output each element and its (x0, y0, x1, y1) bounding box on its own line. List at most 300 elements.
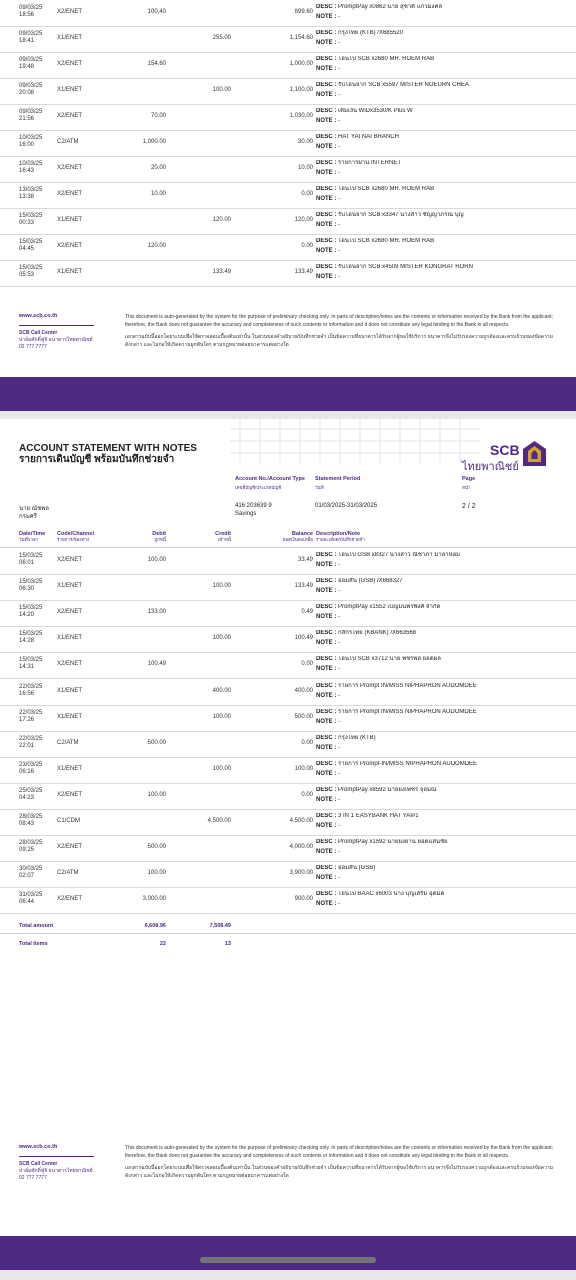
row-time: 00:33 (19, 220, 35, 226)
note-label: NOTE : (316, 144, 337, 150)
desc-label: DESC : (316, 212, 337, 218)
customer-name: นาย ณัชพล (19, 506, 49, 512)
row-code: X2/ENET (57, 9, 83, 15)
row-description (316, 186, 566, 193)
row-code: X2/ENET (57, 113, 83, 119)
table-row (0, 156, 576, 183)
desc-label: DESC : (316, 604, 337, 611)
row-datetime (19, 710, 53, 724)
row-time: 16:43 (19, 168, 35, 174)
table-row (0, 78, 576, 105)
note-value: - (338, 666, 341, 673)
col-description: Description/Note รายละเอียด/บันทึกช่วยจำ (316, 531, 365, 542)
row-description (316, 108, 566, 115)
col-date: Date/Time วันที่/เวลา (19, 531, 46, 542)
desc-label: DESC : (316, 786, 337, 793)
row-description (316, 264, 566, 271)
row-code: C2/ATM (57, 139, 79, 145)
row-debit: 10.00 (150, 191, 166, 197)
row-date: 15/03/25 (19, 579, 43, 586)
row-code: X1/ENET (57, 635, 83, 642)
note-value: - (338, 248, 341, 254)
row-balance: 0.00 (301, 191, 313, 197)
row-credit: 100.00 (212, 87, 231, 93)
note-value: - (338, 14, 341, 20)
period-label-en: Statement Period (315, 476, 361, 482)
note-label: NOTE : (316, 170, 337, 176)
desc-value: PromptPay x1552 เบ็ญมนพรพิงศ์ จำกัด (338, 604, 441, 611)
note-label: NOTE : (316, 118, 337, 124)
row-time: 14:28 (19, 638, 35, 645)
note-label: NOTE : (316, 849, 337, 856)
disclaimer-thai: เอกสารฉบับนี้ออกโดยระบบเพื่อใช้ตรวจสอบเบื้องต้นเท่านั้น ในส่วนของคำอธิบาย/บันทึกช่วยจำ เป็นข้อความที่ธนาคารได้รับจากผู้ขอใช้บริการ ธนาคารจึงไม่รับรองความถูกต้องและครบถ้วนของข้อความดังกล่าว และไม่ก่อให้เกิดความผูกพันใดๆ ตามกฎหมายต่อธนาคารแต่อย่างใด (125, 1165, 553, 1179)
row-description (316, 735, 566, 742)
credit-items-count: 13 (224, 941, 231, 947)
row-code: X1/ENET (57, 765, 83, 772)
desc-value: รายการ Prompt IN/MISS NIPHAPRON AUDOMDEE (338, 682, 477, 689)
note-value: - (338, 640, 341, 647)
note-label: NOTE : (316, 796, 337, 803)
row-date: 09/03/25 (19, 5, 43, 11)
page-1-purple-band (0, 377, 576, 411)
row-date: 15/03/25 (19, 631, 43, 638)
table-row (0, 208, 576, 235)
row-time: 06:01 (19, 560, 35, 566)
row-description (316, 552, 566, 559)
row-datetime (19, 265, 53, 279)
desc-label: DESC : (316, 552, 337, 558)
note-label: NOTE : (316, 92, 337, 98)
desc-label: DESC : (316, 891, 337, 898)
row-date: 09/03/25 (19, 57, 43, 63)
footer-website[interactable]: www.scb.co.th (19, 1144, 94, 1157)
row-time: 06:44 (19, 899, 35, 906)
note-label: NOTE : (316, 692, 337, 699)
desc-label: DESC : (316, 82, 337, 88)
row-debit: 500.00 (147, 739, 166, 746)
table-row (0, 731, 576, 758)
row-time: 21:56 (19, 116, 35, 122)
row-debit: 100.49 (147, 661, 166, 668)
row-time: 18:41 (19, 38, 35, 44)
note-label: NOTE : (316, 614, 337, 621)
row-time: 06:16 (19, 768, 35, 775)
row-date: 25/03/25 (19, 787, 43, 794)
table-row (0, 548, 576, 575)
account-label (235, 476, 305, 491)
row-code: X2/ENET (57, 557, 83, 563)
table-row (0, 26, 576, 53)
row-balance: 33.49 (297, 557, 313, 563)
footer-call-center: SCB Call Center (19, 1161, 58, 1167)
statement-page-1 (0, 0, 576, 380)
row-note (316, 248, 340, 255)
row-code: X1/ENET (57, 217, 83, 223)
col-code: Code/Channel รายการ/ช่องทาง (57, 531, 94, 542)
desc-value: รับโอนจาก SCB x3347 นางสาว ชัญญาภรณ์ บุญ (338, 212, 464, 218)
row-note (316, 614, 340, 621)
row-date: 31/03/25 (19, 892, 43, 899)
row-date: 09/03/25 (19, 83, 43, 89)
row-datetime (19, 553, 53, 567)
row-datetime (19, 736, 53, 750)
note-value: - (338, 588, 341, 595)
footer-disclaimer (125, 1144, 553, 1180)
row-time: 16:00 (19, 142, 35, 148)
table-row (0, 104, 576, 131)
row-description (316, 891, 566, 898)
row-code: X2/ENET (57, 191, 83, 197)
note-label: NOTE : (316, 14, 337, 20)
note-value: - (338, 744, 341, 751)
row-note (316, 823, 340, 830)
period-label-th: วันที่ (315, 485, 324, 490)
row-note (316, 92, 340, 99)
row-debit: 133.00 (147, 609, 166, 616)
table-row (0, 783, 576, 810)
statement-page-2 (0, 419, 576, 1236)
note-value: - (338, 562, 341, 568)
row-note (316, 719, 340, 726)
row-datetime (19, 109, 53, 123)
row-date: 23/03/25 (19, 761, 43, 768)
row-note (316, 693, 340, 700)
note-value: - (338, 849, 341, 856)
note-value: - (338, 222, 341, 228)
row-note (316, 875, 340, 882)
row-description (316, 4, 566, 11)
desc-value: โอนไป GSB x8327 นางสาว ณิชาภา มาลาหอม (338, 552, 461, 558)
row-debit: 154.60 (147, 61, 166, 67)
disclaimer-english: This document is auto-generated by the system for the purpose of preliminary checking only. In parts of description/notes are the contents or information received by the Bank from the applicant; therefore, the Bank does not guarantee the accuracy and completeness of such contents or information and it does not constitute any legal binding to the Bank in all respects. (125, 1145, 553, 1159)
row-description (316, 160, 566, 167)
row-code: X1/ENET (57, 87, 83, 93)
note-value: - (338, 196, 341, 202)
row-note (316, 901, 340, 908)
table-row (0, 600, 576, 627)
note-value: - (338, 144, 341, 150)
row-datetime (19, 239, 53, 253)
row-note (316, 640, 340, 647)
desc-value: โอนไป SCB x2680 MR. ROEM RAB (338, 186, 435, 192)
row-note (316, 14, 340, 21)
row-balance: 100.49 (294, 635, 313, 642)
desc-value: PromptPay x8592 นายยงเพชร จุลมณี (338, 786, 437, 793)
row-balance: 10.00 (297, 165, 313, 171)
row-code: X2/ENET (57, 791, 83, 798)
row-time: 18:56 (19, 12, 35, 18)
note-value: - (338, 901, 341, 908)
row-note (316, 222, 340, 229)
note-value: - (338, 796, 341, 803)
desc-label: DESC : (316, 108, 337, 114)
row-code: X1/ENET (57, 583, 83, 590)
desc-value: รับโอนจาก SCB x4509 MISTER KONGRAT RORN (338, 264, 473, 270)
row-datetime (19, 5, 53, 19)
desc-label: DESC : (316, 4, 337, 10)
row-time: 16:56 (19, 690, 35, 697)
row-date: 28/03/25 (19, 840, 43, 847)
row-balance: 133.49 (294, 583, 313, 590)
desc-label: DESC : (316, 630, 337, 637)
row-time: 04:23 (19, 794, 35, 801)
row-balance: 0.49 (301, 609, 313, 616)
row-datetime (19, 631, 53, 645)
row-credit: 120.00 (212, 217, 231, 223)
row-credit: 100.00 (212, 635, 231, 642)
desc-label: DESC : (316, 186, 337, 192)
row-debit: 20.00 (150, 165, 166, 171)
scb-emblem-icon (521, 440, 548, 469)
desc-value: PromptPay x0862 นาย สุชาติ แก้วมงคล (338, 4, 443, 10)
footer-call-center: SCB Call Center (19, 330, 58, 336)
row-note (316, 666, 340, 673)
row-code: X1/ENET (57, 687, 83, 694)
debit-items-count: 22 (159, 941, 166, 947)
row-date: 10/03/25 (19, 161, 43, 167)
table-row (0, 626, 576, 653)
row-note (316, 745, 340, 752)
footer-contact (19, 313, 114, 351)
home-indicator[interactable] (200, 1257, 376, 1263)
row-balance: 133.49 (294, 269, 313, 275)
row-debit: 3,000.00 (142, 896, 166, 903)
note-value: - (338, 66, 341, 72)
row-datetime (19, 605, 53, 619)
row-debit: 100.00 (147, 557, 166, 563)
desc-value: กรุงไทย (KTB) (338, 734, 376, 741)
disclaimer-english: This document is auto-generated by the system for the purpose of preliminary checking only. In parts of description/notes are the contents or information received by the Bank from the applicant; therefore, the Bank does not guarantee the accuracy and completeness of such contents or information and it does not constitute any legal binding to the Bank in all respects. (125, 314, 553, 328)
desc-value: โอนไป BAAC x6003 นาง บุญเสริม อุดมดี (338, 891, 445, 898)
account-label-th: เลขที่บัญชี/ประเภทบัญชี (235, 485, 282, 490)
row-code: X1/ENET (57, 35, 83, 41)
desc-label: DESC : (316, 264, 337, 270)
note-value: - (338, 118, 341, 124)
row-note (316, 66, 340, 73)
page-label-en: Page (462, 476, 476, 482)
note-label: NOTE : (316, 823, 337, 829)
desc-label: DESC : (316, 578, 337, 585)
row-datetime (19, 57, 53, 71)
row-date: 22/03/25 (19, 683, 43, 690)
row-datetime (19, 762, 53, 776)
row-date: 13/03/25 (19, 187, 43, 193)
row-balance: 100.00 (294, 765, 313, 772)
desc-value: โอนไป SCB x3712 นาย พชรพล ยอดผล (338, 656, 441, 663)
scb-logo (462, 440, 558, 472)
note-label: NOTE : (316, 248, 337, 254)
desc-label: DESC : (316, 238, 337, 244)
total-debit: 6,608.96 (144, 923, 166, 929)
page-2-footer (0, 1144, 576, 1216)
desc-label: DESC : (316, 734, 337, 741)
desc-value: กรุงไทย (KTB) /X685520 (338, 30, 403, 36)
row-note (316, 170, 340, 177)
row-description (316, 709, 566, 716)
table-row (0, 835, 576, 862)
statement-title-th: รายการเดินบัญชี พร้อมบันทึกช่วยจำ (19, 454, 175, 465)
desc-value: โอนไป SCB x2680 MR. ROEM RAB (338, 56, 435, 62)
row-datetime (19, 161, 53, 175)
scb-logo-thai: ไทยพาณิชย์ (462, 461, 519, 473)
note-value: - (338, 875, 341, 882)
col-credit: Credit เข้าหนี้ (215, 531, 231, 542)
note-label: NOTE : (316, 196, 337, 202)
row-date: 15/03/25 (19, 553, 43, 559)
note-value: - (338, 692, 341, 699)
row-code: C2/ATM (57, 739, 79, 746)
disclaimer-thai: เอกสารฉบับนี้ออกโดยระบบเพื่อใช้ตรวจสอบเบื้องต้นเท่านั้น ในส่วนของคำอธิบาย/บันทึกช่วยจำ เป็นข้อความที่ธนาคารได้รับจากผู้ขอใช้บริการ ธนาคารจึงไม่รับรองความถูกต้องและครบถ้วนของข้อความดังกล่าว และไม่ก่อให้เกิดความผูกพันใดๆ ตามกฎหมายต่อธนาคารแต่อย่างใด (125, 334, 553, 348)
table-row (0, 652, 576, 679)
row-datetime (19, 657, 53, 671)
row-date: 15/03/25 (19, 265, 43, 271)
row-description (316, 813, 566, 820)
row-balance: 1,100.00 (289, 87, 313, 93)
row-datetime (19, 187, 53, 201)
row-time: 09:25 (19, 847, 35, 854)
row-credit: 133.49 (212, 269, 231, 275)
row-code: X2/ENET (57, 165, 83, 171)
page-label (462, 476, 475, 491)
note-value: - (338, 40, 341, 46)
note-value: - (338, 170, 341, 176)
desc-value: เติมเงิน WiDx3530/K Plus W (338, 108, 413, 114)
account-type: Savings (235, 511, 257, 517)
desc-value: ออมสิน (GSB) (338, 865, 376, 872)
row-datetime (19, 83, 53, 97)
row-description (316, 56, 566, 63)
page-2-purple-band (0, 1236, 576, 1270)
row-code: X2/ENET (57, 896, 83, 903)
row-description (316, 212, 566, 219)
desc-label: DESC : (316, 760, 337, 767)
row-time: 14:20 (19, 612, 35, 619)
row-credit: 400.00 (212, 687, 231, 694)
note-label: NOTE : (316, 640, 337, 647)
row-balance: 400.00 (294, 687, 313, 694)
note-value: - (338, 823, 341, 829)
row-balance: 0.00 (301, 739, 313, 746)
row-description (316, 238, 566, 245)
footer-website[interactable]: www.scb.co.th (19, 313, 94, 326)
note-value: - (338, 274, 341, 280)
desc-value: รายการ Prompt-IN/MISS NIPHAPRON AUDOMDEE (338, 760, 478, 767)
footer-phone: 02 777 7777 (19, 1175, 47, 1181)
row-time: 14:31 (19, 664, 35, 671)
row-credit: 100.00 (212, 713, 231, 720)
row-date: 22/03/25 (19, 709, 43, 716)
table-row (0, 705, 576, 732)
col-debit: Debit ถูกหนี้ (152, 531, 166, 542)
desc-label: DESC : (316, 682, 337, 689)
account-label-en: Account No./Account Type (235, 476, 305, 482)
desc-value: รายการผ่าน INTERNET (338, 160, 402, 166)
footer-contact (19, 1144, 114, 1182)
row-time: 02:07 (19, 873, 35, 880)
row-note (316, 144, 340, 151)
customer-name-line2: กรมศรี (19, 514, 37, 520)
page-number: 2 / 2 (462, 503, 476, 510)
row-time: 06:30 (19, 586, 35, 593)
row-balance: 1,154.60 (289, 35, 313, 41)
table-row (0, 52, 576, 79)
row-date: 28/03/25 (19, 814, 43, 820)
row-description (316, 82, 566, 89)
row-date: 22/03/25 (19, 735, 43, 742)
table-row (0, 234, 576, 261)
desc-value: รายการ Prompt IN/MISS NIPHAPRON AUDOMDEE (338, 708, 477, 715)
row-datetime (19, 213, 53, 227)
statement-title-en: ACCOUNT STATEMENT WITH NOTES (19, 443, 197, 454)
row-description (316, 134, 566, 141)
row-debit: 120.00 (147, 243, 166, 249)
table-row (0, 574, 576, 601)
note-value: - (338, 614, 341, 621)
table-row (0, 0, 576, 27)
row-date: 15/03/25 (19, 213, 43, 219)
row-credit: 4,500.00 (207, 818, 231, 824)
row-time: 22:01 (19, 742, 35, 749)
note-label: NOTE : (316, 66, 337, 72)
row-time: 20:08 (19, 90, 35, 96)
row-time: 04:45 (19, 246, 35, 252)
row-note (316, 562, 340, 569)
row-balance: 120.00 (294, 217, 313, 223)
row-datetime (19, 31, 53, 45)
row-debit: 100.00 (147, 870, 166, 877)
row-datetime (19, 579, 53, 593)
row-description (316, 30, 566, 37)
note-value: - (338, 718, 341, 725)
row-datetime (19, 840, 53, 854)
desc-label: DESC : (316, 56, 337, 62)
note-label: NOTE : (316, 875, 337, 882)
note-label: NOTE : (316, 222, 337, 228)
row-debit: 1,000.00 (142, 139, 166, 145)
table-row (0, 182, 576, 209)
row-note (316, 274, 340, 281)
row-balance: 899.60 (294, 9, 313, 15)
account-number: 416 203639 9 (235, 503, 272, 509)
desc-value: กสิกรไทย (KBANK) /X663568 (338, 630, 417, 637)
row-code: X2/ENET (57, 243, 83, 249)
desc-label: DESC : (316, 656, 337, 663)
row-debit: 500.00 (147, 844, 166, 851)
total-items-row (0, 941, 576, 951)
table-row (0, 679, 576, 706)
note-label: NOTE : (316, 770, 337, 777)
row-debit: 70.00 (150, 113, 166, 119)
page-1-footer (0, 313, 576, 380)
row-description (316, 839, 566, 846)
row-date: 15/03/25 (19, 239, 43, 245)
row-time: 13:38 (19, 194, 35, 200)
note-label: NOTE : (316, 588, 337, 595)
note-label: NOTE : (316, 274, 337, 280)
row-note (316, 196, 340, 203)
row-code: X2/ENET (57, 844, 83, 851)
note-label: NOTE : (316, 40, 337, 46)
row-date: 10/03/25 (19, 135, 43, 141)
row-note (316, 588, 340, 595)
row-datetime (19, 788, 53, 802)
row-description (316, 604, 566, 611)
footer-phone: 02 777 7777 (19, 344, 47, 350)
row-code: X2/ENET (57, 61, 83, 67)
row-balance: 30.00 (297, 139, 313, 145)
row-balance: 1,000.00 (289, 61, 313, 67)
row-credit: 100.00 (212, 583, 231, 590)
